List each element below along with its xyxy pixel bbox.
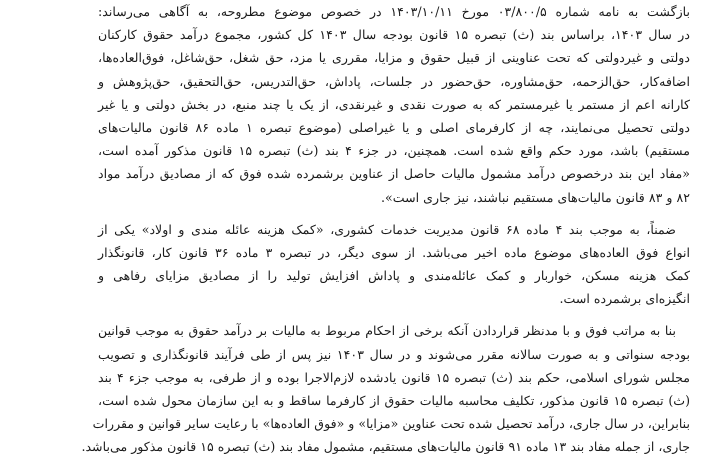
text-line: دولتی و غیردولتی که تحت عناوینی از قبیل حقوق و مزایا، مقرری یا مزد، حق شغل، حق‌شاغل، فوق‌العاده‌ها، (98, 50, 690, 66)
paragraph-gap (98, 209, 690, 218)
text-line: بازگشت به نامه شماره ۰۳/۸۰۰/۵ مورخ ۱۴۰۳/۱۰/۱۱ در خصوص موضوع مطروحه، به آگاهی می‌رساند: (98, 4, 690, 19)
text-line: ضمناً، به موجب بند ۴ ماده ۶۸ قانون مدیریت خدمات کشوری، «کمک هزینه عائله مندی و اولاد» یکی از (98, 221, 676, 237)
text-line: دولتی تحصیل می‌نمایند، چه از کارفرمای اصلی و یا غیراصلی (موضوع تبصره ۱ ماده ۸۶ قانون مالیات‌های (98, 119, 691, 135)
text-line: کمک هزینه مسکن، خواربار و کمک عائله‌مندی و پاداش افزایش تولید را از مصادیق مزایای رفاهی و (98, 268, 690, 284)
text-line: اضافه‌کار، حق‌الزحمه، حق‌مشاوره، حق‌حضور در جلسات، پاداش، حق‌التدریس، حق‌التحقیق، حق‌پژوهش و (98, 73, 690, 89)
letter-page (81, 0, 691, 470)
text-line: کارانه اعم از مستمر یا غیرمستمر که به صورت نقدی و غیرنقدی، از یک یا چند منبع، در بخش دولتی و یا غیر (98, 96, 690, 112)
text-line: انواع فوق العاده‌های موضوع ماده اخیر می‌باشد. از سوی دیگر، در تبصره ۳ ماده ۳۶ قانون کار، قانونگذار (98, 244, 691, 260)
text-line: بنا به مراتب فوق و با مدنظر قراردادن آنکه برخی از احکام مربوط به مالیات بر درآمد حقوق به موجب قوانین (98, 323, 676, 339)
text-line: «مفاد این بند درخصوص درآمد مشمول مالیات حاصل از عناوین برشمرده شده فوق که از مصادیق درآمد مواد (98, 166, 690, 182)
paragraph-1 (98, 0, 690, 209)
text-line: (ث) تبصره ۱۵ قانون مذکور، تکلیف محاسبه مالیات حقوق از کارفرما ساقط و به این سازمان محول شده است، (98, 393, 691, 408)
text-line: در سال ۱۴۰۳، براساس بند (ث) تبصره ۱۵ قانون بودجه سال ۱۴۰۳ کل کشور، مجموع درآمد حقوق کارکنان (98, 27, 691, 43)
paragraph-2 (98, 218, 690, 311)
text-line: مجلس شورای اسلامی، حکم بند (ث) تبصره ۱۵ قانون یادشده لازم‌الاجرا بوده و از طرفی، به موجب جزء ۴ بند (98, 369, 691, 385)
text-line: بودجه سنواتی و به صورت سالانه مقرر می‌شوند و در سال ۱۴۰۳ نیز پس از طی فرآیند قانونگذاری و تصویب (98, 346, 690, 362)
text-line: مستقیم) باشد، مورد حکم واقع شده است. همچنین، در جزء ۴ بند (ث) تبصره ۱۵ قانون مذکور آمده است، (98, 143, 690, 159)
text-line: بنابراین، در سال جاری، درآمد تحصیل شده تحت عناوین «مزایا» و «فوق العاده‌ها» با رعایت سایر قوانین و مقررات (92, 416, 690, 432)
text-line: جاری، از جمله مفاد بند ۱۳ ماده ۹۱ قانون مالیات‌های مستقیم، مشمول مفاد بند (ث) تبصره ۱۵ قانون مذکور می‌باشد. (81, 439, 690, 455)
text-line: ۸۲ و ۸۳ قانون مالیات‌های مستقیم نباشند، نیز جاری است». (381, 189, 690, 205)
text-line: انگیزه‌ای برشمرده است. (559, 291, 690, 307)
paragraph-3 (81, 319, 691, 458)
paragraph-gap (98, 310, 690, 319)
